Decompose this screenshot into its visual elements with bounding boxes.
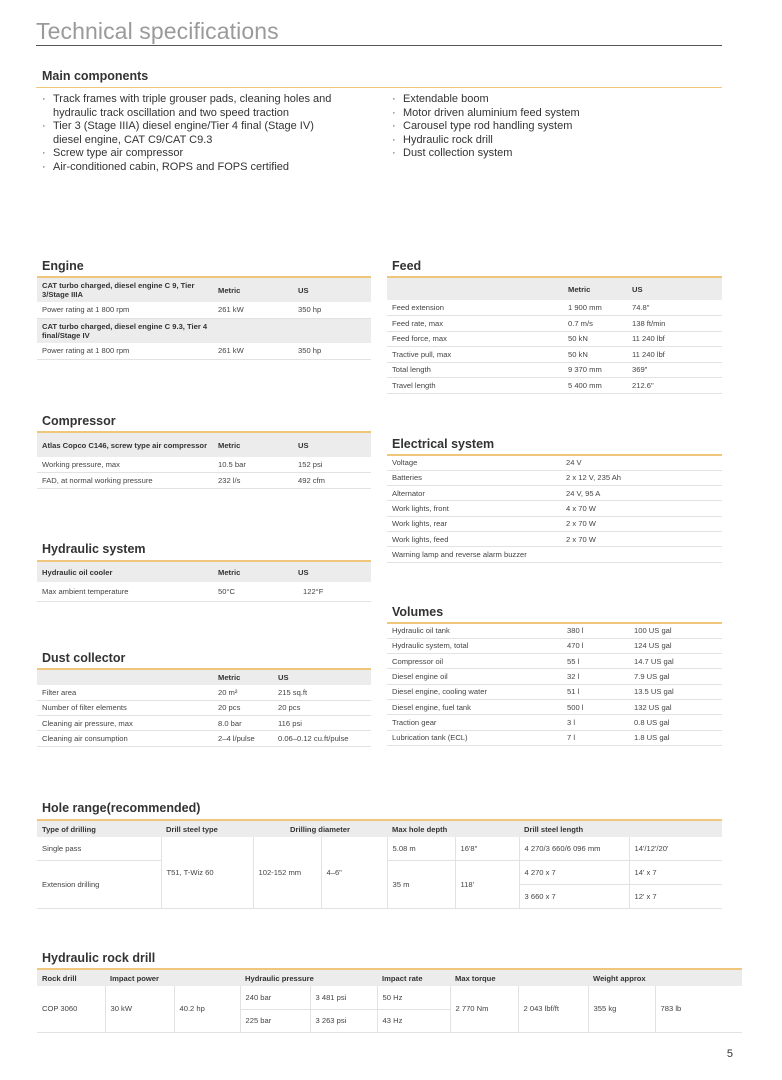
table-cell: Feed rate, max bbox=[387, 316, 563, 332]
table-cell: 50 Hz bbox=[377, 986, 450, 1009]
table-cell: Filter area bbox=[37, 685, 213, 700]
dust-collector-heading: Dust collector bbox=[42, 651, 126, 665]
table-cell bbox=[37, 669, 213, 685]
table-cell: 12' x 7 bbox=[629, 884, 722, 908]
table-cell: Voltage bbox=[387, 455, 561, 470]
engine-table bbox=[37, 276, 371, 360]
table-cell: Metric bbox=[213, 432, 293, 457]
table-cell: Warning lamp and reverse alarm buzzer bbox=[387, 547, 561, 562]
table-cell: 7.9 US gal bbox=[629, 669, 722, 684]
table-cell bbox=[213, 318, 293, 343]
table-cell: 2 x 12 V, 235 Ah bbox=[561, 470, 722, 485]
table-cell: US bbox=[293, 561, 371, 582]
table-cell: 783 lb bbox=[655, 986, 742, 1032]
table-cell bbox=[387, 277, 563, 300]
table-cell: 350 hp bbox=[293, 302, 371, 318]
list-item: · Motor driven aluminium feed system bbox=[392, 107, 692, 121]
table-row bbox=[37, 986, 742, 1009]
table-cell: 74.8" bbox=[627, 300, 722, 316]
list-item: · Tier 3 (Stage IIIA) diesel engine/Tier 4 final (Stage IV) diesel engine, CAT C9/CAT C9.3 bbox=[42, 120, 342, 147]
compressor-heading: Compressor bbox=[42, 414, 116, 428]
list-item: · Carousel type rod handling system bbox=[392, 120, 692, 134]
table-row bbox=[37, 837, 722, 860]
rock-drill-heading: Hydraulic rock drill bbox=[42, 951, 156, 965]
table-cell: 4–6" bbox=[321, 837, 387, 908]
table-cell: 43 Hz bbox=[377, 1009, 450, 1032]
table-cell: 225 bar bbox=[240, 1009, 310, 1032]
table-cell: 35 m bbox=[387, 860, 455, 908]
table-cell: Extension drilling bbox=[37, 860, 161, 908]
table-row bbox=[387, 316, 722, 332]
table-cell bbox=[561, 547, 722, 562]
table-cell: 100 US gal bbox=[629, 623, 722, 638]
table-cell: Impact rate bbox=[377, 969, 450, 986]
table-cell: 1 900 mm bbox=[563, 300, 627, 316]
table-row bbox=[387, 300, 722, 316]
table-cell: 14.7 US gal bbox=[629, 654, 722, 669]
table-cell: Work lights, front bbox=[387, 501, 561, 516]
table-cell: 40.2 hp bbox=[174, 986, 240, 1032]
table-cell: 10.5 bar bbox=[213, 457, 293, 473]
table-row bbox=[37, 716, 371, 731]
table-cell: Work lights, feed bbox=[387, 531, 561, 546]
hydraulic-system-table bbox=[37, 560, 371, 602]
table-row bbox=[37, 669, 371, 685]
table-cell: Drilling diameter bbox=[253, 820, 387, 837]
table-cell: Batteries bbox=[387, 470, 561, 485]
table-cell: 0.7 m/s bbox=[563, 316, 627, 332]
table-cell: Alternator bbox=[387, 486, 561, 501]
table-cell: 2 x 70 W bbox=[561, 531, 722, 546]
table-cell: Max hole depth bbox=[387, 820, 519, 837]
table-row bbox=[387, 623, 722, 638]
feed-heading: Feed bbox=[392, 259, 422, 273]
engine-heading: Engine bbox=[42, 259, 84, 273]
table-row bbox=[387, 501, 722, 516]
table-cell: Type of drilling bbox=[37, 820, 161, 837]
table-cell: 13.5 US gal bbox=[629, 684, 722, 699]
table-cell: Max torque bbox=[450, 969, 588, 986]
table-cell: 14'/12'/20' bbox=[629, 837, 722, 860]
table-cell: Metric bbox=[213, 669, 273, 685]
table-cell: Work lights, rear bbox=[387, 516, 561, 531]
table-cell: 20 m² bbox=[213, 685, 273, 700]
main-components-right-list bbox=[392, 93, 692, 161]
table-cell: 500 l bbox=[562, 699, 629, 714]
table-cell: 7 l bbox=[562, 730, 629, 745]
table-cell: 20 pcs bbox=[273, 700, 371, 715]
table-cell: 350 hp bbox=[293, 343, 371, 359]
table-cell: 380 l bbox=[562, 623, 629, 638]
table-row bbox=[387, 486, 722, 501]
hole-range-heading: Hole range(recommended) bbox=[42, 801, 201, 815]
table-cell: CAT turbo charged, diesel engine C 9, Tier 3/Stage IIIA bbox=[37, 277, 213, 302]
table-cell: 24 V bbox=[561, 455, 722, 470]
table-cell: Diesel engine oil bbox=[387, 669, 562, 684]
table-cell: Tractive pull, max bbox=[387, 347, 563, 363]
table-row bbox=[37, 582, 371, 601]
table-cell: Diesel engine, fuel tank bbox=[387, 699, 562, 714]
table-cell: 118' bbox=[455, 860, 519, 908]
table-cell: 261 kW bbox=[213, 343, 293, 359]
table-cell: 4 270 x 7 bbox=[519, 860, 629, 884]
page-number: 5 bbox=[726, 1048, 733, 1060]
table-row bbox=[37, 318, 371, 343]
compressor-table bbox=[37, 431, 371, 489]
table-cell: T51, T-Wiz 60 bbox=[161, 837, 253, 908]
table-cell: Metric bbox=[213, 277, 293, 302]
table-row bbox=[387, 669, 722, 684]
main-components-rule bbox=[36, 87, 722, 88]
table-cell: Working pressure, max bbox=[37, 457, 213, 473]
table-cell: Drill steel type bbox=[161, 820, 253, 837]
volumes-heading: Volumes bbox=[392, 605, 444, 619]
table-cell: 4 270/3 660/6 096 mm bbox=[519, 837, 629, 860]
table-cell: 51 l bbox=[562, 684, 629, 699]
table-cell: Metric bbox=[563, 277, 627, 300]
table-row bbox=[37, 473, 371, 489]
table-cell: Diesel engine, cooling water bbox=[387, 684, 562, 699]
table-cell: Cleaning air pressure, max bbox=[37, 716, 213, 731]
table-cell: Feed extension bbox=[387, 300, 563, 316]
table-cell: 470 l bbox=[562, 638, 629, 653]
table-cell: 2 043 lbf/ft bbox=[518, 986, 588, 1032]
table-cell: Hydraulic oil cooler bbox=[37, 561, 213, 582]
feed-table bbox=[387, 276, 722, 394]
table-row bbox=[387, 277, 722, 300]
volumes-table bbox=[387, 622, 722, 746]
table-cell: Compressor oil bbox=[387, 654, 562, 669]
table-cell: 8.0 bar bbox=[213, 716, 273, 731]
table-row bbox=[387, 654, 722, 669]
table-cell: 32 l bbox=[562, 669, 629, 684]
table-cell: Weight approx bbox=[588, 969, 742, 986]
table-cell: 138 ft/min bbox=[627, 316, 722, 332]
table-cell: Total length bbox=[387, 362, 563, 378]
table-cell: 50 kN bbox=[563, 347, 627, 363]
table-cell: Impact power bbox=[105, 969, 240, 986]
table-cell: 20 pcs bbox=[213, 700, 273, 715]
table-cell: 369" bbox=[627, 362, 722, 378]
table-row bbox=[387, 455, 722, 470]
table-cell: 4 x 70 W bbox=[561, 501, 722, 516]
list-item: · Hydraulic rock drill bbox=[392, 134, 692, 148]
list-item: · Dust collection system bbox=[392, 147, 692, 161]
table-cell: 2 x 70 W bbox=[561, 516, 722, 531]
main-components-left-list bbox=[42, 93, 342, 174]
table-cell: 11 240 lbf bbox=[627, 347, 722, 363]
table-cell: 55 l bbox=[562, 654, 629, 669]
table-cell: 30 kW bbox=[105, 986, 174, 1032]
table-cell: Travel length bbox=[387, 378, 563, 394]
table-cell: Lubrication tank (ECL) bbox=[387, 730, 562, 745]
table-row bbox=[387, 516, 722, 531]
table-row bbox=[37, 700, 371, 715]
table-row bbox=[37, 457, 371, 473]
table-row bbox=[387, 547, 722, 562]
electrical-heading: Electrical system bbox=[392, 437, 495, 451]
electrical-table bbox=[387, 454, 722, 563]
page-title: Technical specifications bbox=[36, 18, 279, 44]
table-cell: 3 660 x 7 bbox=[519, 884, 629, 908]
list-item: · Track frames with triple grouser pads, cleaning holes and hydraulic track oscillation and two speed traction bbox=[42, 93, 342, 120]
list-item: · Screw type air compressor bbox=[42, 147, 342, 161]
table-row bbox=[37, 277, 371, 302]
table-cell: Power rating at 1 800 rpm bbox=[37, 343, 213, 359]
table-cell: 5 400 mm bbox=[563, 378, 627, 394]
table-cell: Hydraulic system, total bbox=[387, 638, 562, 653]
table-cell: 1.8 US gal bbox=[629, 730, 722, 745]
table-cell: 3 481 psi bbox=[310, 986, 377, 1009]
table-cell: Single pass bbox=[37, 837, 161, 860]
table-row bbox=[37, 685, 371, 700]
table-cell: 215 sq.ft bbox=[273, 685, 371, 700]
table-row bbox=[387, 699, 722, 714]
table-cell: 261 kW bbox=[213, 302, 293, 318]
table-cell: 16'8" bbox=[455, 837, 519, 860]
table-row bbox=[37, 969, 742, 986]
table-cell: 492 cfm bbox=[293, 473, 371, 489]
table-cell: US bbox=[627, 277, 722, 300]
table-cell: Metric bbox=[213, 561, 293, 582]
table-cell: Feed force, max bbox=[387, 331, 563, 347]
table-cell: 9 370 mm bbox=[563, 362, 627, 378]
list-item: · Air-conditioned cabin, ROPS and FOPS certified bbox=[42, 161, 342, 175]
table-row bbox=[37, 302, 371, 318]
table-row bbox=[37, 561, 371, 582]
table-row bbox=[387, 715, 722, 730]
list-item: · Extendable boom bbox=[392, 93, 692, 107]
table-cell: 122°F bbox=[293, 582, 371, 601]
table-cell: 240 bar bbox=[240, 986, 310, 1009]
table-row bbox=[37, 731, 371, 746]
table-cell: 3 l bbox=[562, 715, 629, 730]
table-cell: 355 kg bbox=[588, 986, 655, 1032]
table-row bbox=[387, 347, 722, 363]
table-cell: 24 V, 95 A bbox=[561, 486, 722, 501]
table-row bbox=[387, 684, 722, 699]
hydraulic-system-heading: Hydraulic system bbox=[42, 542, 146, 556]
table-cell: FAD, at normal working pressure bbox=[37, 473, 213, 489]
table-row bbox=[387, 378, 722, 394]
table-cell: 132 US gal bbox=[629, 699, 722, 714]
table-row bbox=[37, 820, 722, 837]
table-cell: 0.8 US gal bbox=[629, 715, 722, 730]
table-row bbox=[387, 531, 722, 546]
table-cell: US bbox=[293, 277, 371, 302]
table-cell: Max ambient temperature bbox=[37, 582, 213, 601]
table-cell bbox=[293, 318, 371, 343]
table-cell: COP 3060 bbox=[37, 986, 105, 1032]
table-cell: 2–4 l/pulse bbox=[213, 731, 273, 746]
table-row bbox=[387, 638, 722, 653]
table-cell: 102-152 mm bbox=[253, 837, 321, 908]
dust-collector-table bbox=[37, 668, 371, 747]
table-row bbox=[387, 470, 722, 485]
table-cell: CAT turbo charged, diesel engine C 9.3, Tier 4 final/Stage IV bbox=[37, 318, 213, 343]
table-cell: 0.06–0.12 cu.ft/pulse bbox=[273, 731, 371, 746]
table-cell: Hydraulic oil tank bbox=[387, 623, 562, 638]
table-cell: 5.08 m bbox=[387, 837, 455, 860]
table-cell: 232 l/s bbox=[213, 473, 293, 489]
table-cell: Number of filter elements bbox=[37, 700, 213, 715]
table-cell: 124 US gal bbox=[629, 638, 722, 653]
table-cell: Cleaning air consumption bbox=[37, 731, 213, 746]
table-cell: 2 770 Nm bbox=[450, 986, 518, 1032]
table-cell: 3 263 psi bbox=[310, 1009, 377, 1032]
table-cell: US bbox=[293, 432, 371, 457]
table-row bbox=[387, 362, 722, 378]
table-cell: Traction gear bbox=[387, 715, 562, 730]
table-cell: US bbox=[273, 669, 371, 685]
hole-range-table bbox=[37, 819, 722, 909]
table-cell: 212.6" bbox=[627, 378, 722, 394]
table-cell: Power rating at 1 800 rpm bbox=[37, 302, 213, 318]
table-cell: 50°C bbox=[213, 582, 293, 601]
table-cell: Rock drill bbox=[37, 969, 105, 986]
rock-drill-table bbox=[37, 968, 742, 1033]
main-components-heading: Main components bbox=[42, 69, 149, 83]
table-cell: Atlas Copco C146, screw type air compressor bbox=[37, 432, 213, 457]
table-cell: 14' x 7 bbox=[629, 860, 722, 884]
table-row bbox=[37, 432, 371, 457]
table-cell: 11 240 lbf bbox=[627, 331, 722, 347]
table-row bbox=[37, 343, 371, 359]
table-cell: 152 psi bbox=[293, 457, 371, 473]
table-cell: Drill steel length bbox=[519, 820, 722, 837]
table-cell: 116 psi bbox=[273, 716, 371, 731]
table-cell: Hydraulic pressure bbox=[240, 969, 377, 986]
title-divider bbox=[36, 45, 722, 46]
table-cell: 50 kN bbox=[563, 331, 627, 347]
table-row bbox=[387, 331, 722, 347]
table-row bbox=[387, 730, 722, 745]
